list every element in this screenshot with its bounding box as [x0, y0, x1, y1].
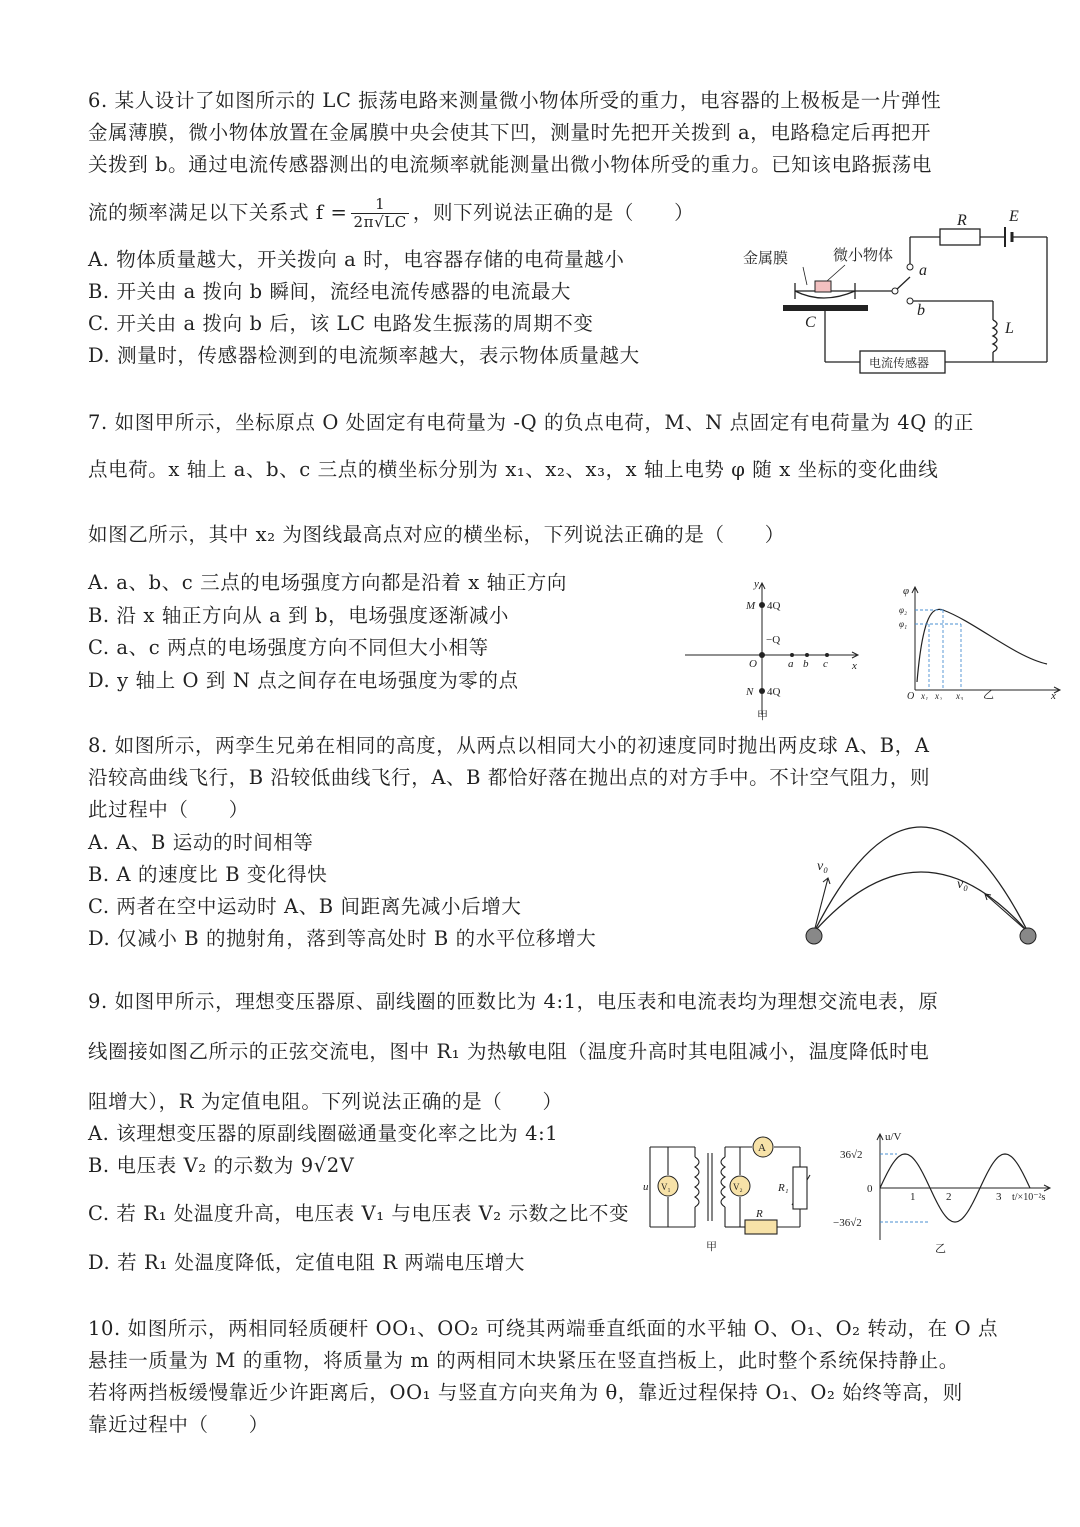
q7-yi-x1-label: x₁: [921, 691, 929, 700]
q7-option-b: B. 沿 x 轴正方向从 a 到 b，电场强度逐渐减小: [88, 604, 510, 627]
q6-label-l: L: [1005, 320, 1014, 337]
q8-trajectory-a: [814, 827, 1028, 932]
q9-yi-zero-label: 0: [867, 1183, 873, 1195]
q9-yi-t1-label: 1: [910, 1191, 916, 1203]
q9-stem-line-3: 阻增大），R 为定值电阻。下列说法正确的是（ ）: [88, 1090, 563, 1113]
q8-v0-left-label: v₀: [817, 859, 829, 874]
q7-jia-o-label: O: [749, 658, 757, 670]
q7-jia-a-label: a: [788, 658, 794, 670]
q8-trajectory-b: [814, 872, 1028, 932]
q9-jia-r-label: R: [756, 1208, 763, 1220]
q9-sine-wave-figure: [830, 1128, 1070, 1256]
q7-figure-yi: [895, 582, 1067, 700]
q9-yi-min-label: −36√2: [833, 1217, 862, 1229]
q7-yi-phi-label: φ: [903, 585, 910, 597]
q9-option-a: A. 该理想变压器的原副线圈磁通量变化率之比为 4:1: [88, 1122, 559, 1145]
q6-frequency-formula: [351, 196, 408, 231]
q7-yi-o-label: O: [907, 691, 915, 700]
q6-stem-pre: 流的频率满足以下关系式 f =: [88, 201, 348, 224]
q6-small-object: [815, 281, 831, 292]
q8-ball-right: [1020, 928, 1036, 944]
q9-yi-caption: 乙: [935, 1243, 946, 1255]
q7-yi-phi2-label: φ₂: [899, 605, 908, 615]
q9-jia-v1-label: V₁: [661, 1182, 671, 1192]
q9-yi-u-axis-label: u/V: [885, 1131, 902, 1143]
q7-option-d: D. y 轴上 O 到 N 点之间存在电场强度为零的点: [88, 669, 519, 692]
q7-jia-caption: 甲: [757, 710, 768, 722]
q8-stem-line-1: 8. 如图所示，两孪生兄弟在相同的高度，从两点以相同大小的初速度同时抛出两皮球 A、B，A: [88, 734, 930, 757]
q9-jia-r1-label: R₁: [778, 1182, 789, 1194]
q9-option-c: C. 若 R₁ 处温度升高，电压表 V₁ 与电压表 V₂ 示数之比不变: [88, 1202, 630, 1225]
q9-stem-line-1: 9. 如图甲所示，理想变压器原、副线圈的匝数比为 4:1，电压表和电流表均为理想交流电表，原: [88, 990, 939, 1013]
q10-stem-line-4: 靠近过程中（ ）: [88, 1413, 269, 1436]
q6-label-r: R: [957, 212, 967, 229]
q9-stem-line-2: 线圈接如图乙所示的正弦交流电，图中 R₁ 为热敏电阻（温度升高时其电阻减小，温度降低时电: [88, 1040, 930, 1063]
q6-lc-circuit-figure: [735, 205, 1055, 380]
q8-v0-right-label: v₀: [957, 877, 969, 892]
q9-resistor-r: [745, 1220, 777, 1234]
q6-option-c: C. 开关由 a 拨向 b 后，该 LC 电路发生振荡的周期不变: [88, 312, 594, 335]
q10-stem-line-1: 10. 如图所示，两相同轻质硬杆 OO₁、OO₂ 可绕其两端垂直纸面的水平轴 O、O₁、O₂ 转动，在 O 点: [88, 1317, 999, 1340]
q6-switch-contact-b: [907, 298, 913, 304]
q6-stem-line-2: 金属薄膜，微小物体放置在金属膜中央会使其下凹，测量时先把开关拨到 a，电路稳定后再把开: [88, 121, 932, 144]
q6-switch-pivot: [892, 288, 898, 294]
q9-jia-a-label: A: [758, 1142, 766, 1154]
q9-option-b: B. 电压表 V₂ 的示数为 9√2V: [88, 1154, 355, 1177]
q8-ball-left: [806, 928, 822, 944]
q7-option-c: C. a、c 两点的电场强度方向不同但大小相等: [88, 636, 489, 659]
q7-jia-n-label: N: [746, 686, 754, 698]
q6-label-a: a: [919, 262, 927, 279]
q6-stem-line-1: 6. 某人设计了如图所示的 LC 振荡电路来测量微小物体所受的重力，电容器的上极板是一片弹性: [88, 89, 942, 112]
q6-label-c: C: [805, 314, 816, 331]
q6-label-b: b: [917, 302, 925, 319]
q10-stem-line-2: 悬挂一质量为 M 的重物，将质量为 m 的两相同木块紧压在竖直挡板上，此时整个系统保持静止。: [88, 1349, 959, 1372]
q7-jia-x-label: x: [852, 660, 857, 672]
q7-yi-x2-label: x₂: [935, 691, 943, 700]
q6-formula-denominator: 2π√LC: [353, 213, 407, 231]
q7-stem-line-1: 7. 如图甲所示，坐标原点 O 处固定有电荷量为 -Q 的负点电荷，M、N 点固定有电荷量为 4Q 的正: [88, 411, 974, 434]
q9-transformer-circuit-figure: [640, 1135, 815, 1255]
q6-capacitor-lower-plate: [783, 305, 868, 311]
q6-label-object: 微小物体: [833, 248, 894, 264]
q9-yi-t2-label: 2: [946, 1191, 952, 1203]
q9-jia-u-label: u: [643, 1181, 649, 1193]
q10-stem-line-3: 若将两挡板缓慢靠近少许距离后，OO₁ 与竖直方向夹角为 θ，靠近过程保持 O₁、O₂ 始终等高，则: [88, 1381, 963, 1404]
q9-yi-t-axis-label: t/×10⁻²s: [1012, 1192, 1046, 1203]
q7-figure-jia: [680, 575, 870, 725]
q7-yi-phi1-label: φ₁: [899, 619, 908, 629]
q9-yi-t3-label: 3: [996, 1191, 1002, 1203]
q8-option-a: A. A、B 运动的时间相等: [88, 831, 314, 854]
q9-jia-v2-label: V₂: [733, 1182, 743, 1192]
q7-yi-x-label: x: [1051, 690, 1056, 700]
q6-label-e: E: [1009, 208, 1019, 225]
q7-jia-b-label: b: [803, 658, 809, 670]
q6-label-sensor: 电流传感器: [869, 356, 930, 370]
q7-yi-x3-label: x₃: [956, 691, 964, 700]
q8-option-b: B. A 的速度比 B 变化得快: [88, 863, 328, 886]
q6-stem-line-3: 关拨到 b。通过电流传感器测出的电流频率就能测量出微小物体所受的重力。已知该电路振荡电: [88, 153, 932, 176]
q7-jia-m-label: M: [746, 600, 756, 612]
q7-yi-caption: 乙: [983, 689, 994, 700]
q7-jia-c-label: c: [823, 658, 828, 670]
q9-jia-caption: 甲: [706, 1241, 717, 1253]
q8-projectile-figure: [795, 808, 1045, 953]
q8-option-c: C. 两者在空中运动时 A、B 间距离先减小后增大: [88, 895, 522, 918]
q7-jia-y-label: y: [754, 578, 759, 590]
q6-option-a: A. 物体质量越大，开关拨向 a 时，电容器存储的电荷量越小: [88, 248, 625, 271]
q6-switch-contact-a: [907, 264, 913, 270]
q9-yi-max-label: 36√2: [840, 1149, 863, 1161]
q7-stem-line-2: 点电荷。x 轴上 a、b、c 三点的横坐标分别为 x₁、x₂、x₃，x 轴上电势 φ 随 x 坐标的变化曲线: [88, 458, 939, 481]
q8-stem-line-2: 沿较高曲线飞行，B 沿较低曲线飞行，A、B 都恰好落在抛出点的对方手中。不计空气阻力，则: [88, 766, 931, 789]
q9-option-d: D. 若 R₁ 处温度降低，定值电阻 R 两端电压增大: [88, 1251, 526, 1274]
q6-option-b: B. 开关由 a 拨向 b 瞬间，流经电流传感器的电流最大: [88, 280, 572, 303]
q7-jia-o-charge: −Q: [766, 634, 781, 646]
q7-jia-n-charge: 4Q: [767, 686, 781, 698]
q7-jia-m-charge: 4Q: [767, 600, 781, 612]
q6-stem-post: ，则下列说法正确的是（ ）: [412, 201, 695, 224]
q6-option-d: D. 测量时，传感器检测到的电流频率越大，表示物体质量越大: [88, 344, 640, 367]
q6-stem-line-4: [88, 196, 694, 231]
q6-formula-numerator: 1: [351, 196, 408, 214]
q8-stem-line-3: 此过程中（ ）: [88, 798, 249, 821]
q7-option-a: A. a、b、c 三点的电场强度方向都是沿着 x 轴正方向: [88, 571, 568, 594]
q6-label-film: 金属膜: [743, 251, 789, 267]
q8-option-d: D. 仅减小 B 的抛射角，落到等高处时 B 的水平位移增大: [88, 927, 597, 950]
q7-stem-line-3: 如图乙所示，其中 x₂ 为图线最高点对应的横坐标，下列说法正确的是（ ）: [88, 523, 785, 546]
